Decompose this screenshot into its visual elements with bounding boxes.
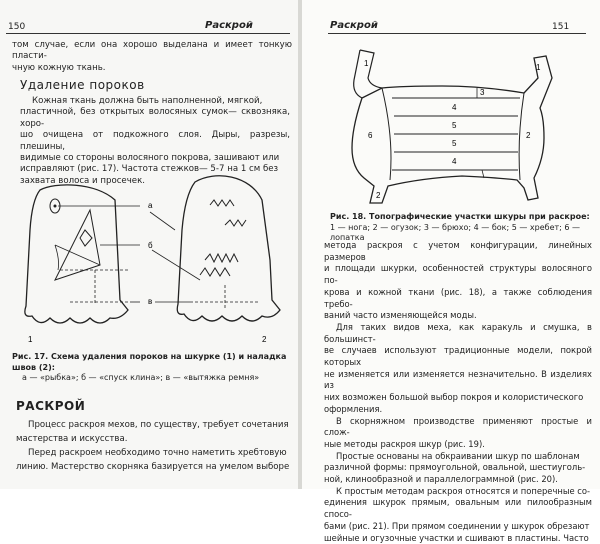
text-line: шейные и огузочные участки и сшивают в пластины. Часто: [324, 532, 589, 543]
text-line: В скорняжном производстве применяют простые и слож-: [324, 415, 592, 438]
label-v: в: [148, 297, 153, 306]
text-line: различной формы: прямоугольной, овальной, шестиуголь-: [324, 462, 586, 473]
section-heading: Удаление пороков: [20, 78, 145, 92]
caption-legend: а — «рыбка»; б — «спуск клина»; в — «вытяжка ремня»: [22, 373, 260, 382]
intro-paragraph: [12, 40, 292, 74]
caption-title: Рис. 17. Схема удаления пороков на шкурке (1) и наладка швов (2):: [12, 352, 287, 372]
figure-number-2: 2: [262, 335, 267, 344]
running-header: Раскрой: [205, 20, 253, 31]
text-line: ные методы раскроя шкур (рис. 19).: [324, 438, 485, 449]
text-line: метода раскроя с учетом конфигурации, линейных размеров: [324, 240, 592, 262]
text-line: Перед раскроем необходимо точно наметить хребтовую: [28, 448, 287, 458]
text-line: них возможен большой выбор покроя и колористического: [324, 392, 584, 403]
text-line: пластичной, без открытых волосяных сумок— сквозняка, хоро-: [20, 107, 290, 129]
page-number: 151: [552, 22, 570, 32]
defect-wedge: [55, 210, 100, 280]
left-page: [0, 0, 298, 489]
zone-1-right: 1: [536, 63, 541, 72]
skin-outline-2: [177, 176, 280, 321]
figure-number-1: 1: [28, 335, 33, 344]
running-header: Раскрой: [330, 20, 378, 31]
text-line: единения шкурок прямым, овальным или пилообразным спосо-: [324, 497, 592, 520]
body-paragraphs: [324, 240, 592, 544]
text-line: Для таких видов меха, как каракуль и смушка, в большинст-: [324, 321, 592, 344]
text-line: Простые основаны на обкраивании шкур по шаблонам: [336, 450, 580, 461]
text-line: том случае, если она хорошо выделана и имеет тонкую пласти-: [12, 40, 292, 62]
zone-3: 3: [480, 88, 485, 97]
zone-5-top: 5: [452, 121, 457, 130]
figure-17: [0, 170, 298, 350]
zone-1-top: 1: [364, 59, 369, 68]
zone-5-mid: 5: [452, 139, 457, 148]
text-line: и площади шкурки, особенностей структуры волосяного по-: [324, 263, 592, 286]
caption-legend: 1 — нога; 2 — огузок; 3 — брюхо; 4 — бок; 5 — хребет; 6 — лопатка: [330, 222, 581, 242]
text-line: чную кожную ткань.: [12, 62, 106, 73]
label-a: а: [148, 201, 153, 210]
text-line: крова и кожной ткани (рис. 18), а также соблюдения требо-: [324, 286, 592, 309]
page-number: 150: [8, 22, 26, 32]
text-line: ве случаев используют традиционные модели, покрой которых: [324, 345, 592, 368]
text-line: оформления.: [324, 403, 383, 414]
text-line: Кожная ткань должна быть наполненной, мягкой,: [32, 96, 263, 106]
text-line: не изменяется или изменяется незначительно. В изделиях из: [324, 368, 592, 391]
text-line: К простым методам раскроя относятся и поперечные со-: [336, 485, 591, 496]
figure-17-caption: [12, 352, 292, 384]
caption-title: Рис. 18. Топографические участки шкуры при раскрое:: [330, 212, 590, 221]
label-b: б: [148, 241, 153, 250]
zone-6: 6: [368, 131, 373, 140]
zone-2-bottom: 2: [376, 191, 381, 200]
header-rule: [6, 33, 290, 34]
zone-4-bottom: 4: [452, 157, 457, 166]
figure-18-caption: [330, 212, 592, 244]
zone-4-top: 4: [452, 103, 457, 112]
text-line: линию. Мастерство скорняка базируется на умелом выборе: [16, 462, 290, 472]
text-line: ваний часто изменяющейся моды.: [324, 310, 477, 321]
right-page: [302, 0, 600, 543]
text-line: Процесс раскроя мехов, по существу, требует сочетания: [28, 420, 289, 430]
text-line: шо очищена от подкожного слоя. Дыры, разрезы, плешины,: [20, 130, 290, 152]
text-line: захвата волоса и просечек.: [20, 175, 145, 186]
text-line: исправляют (рис. 17). Частота стежков— 5-7 на 1 см без: [20, 164, 279, 175]
text-line: ной, клинообразной и параллелограммной (рис. 20).: [324, 474, 558, 485]
header-rule: [328, 33, 586, 34]
text-line: бами (рис. 21). При прямом соединении у шкурок обрезают: [324, 520, 590, 531]
figure-18: [302, 38, 600, 208]
text-line: видимые со стороны волосяного покрова, зашивают или: [20, 153, 280, 164]
text-line: мастерства и искусства.: [16, 434, 128, 444]
raskroy-paragraph: [16, 418, 290, 474]
zone-2-right: 2: [526, 131, 531, 140]
raskroy-heading: РАСКРОЙ: [16, 399, 86, 413]
